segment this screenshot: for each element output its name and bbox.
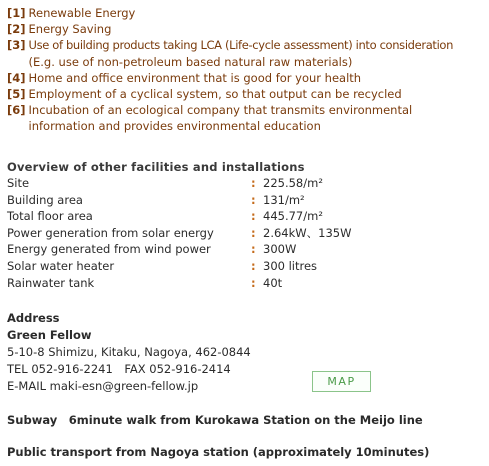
facilities-overview bbox=[7, 159, 487, 291]
principle-item bbox=[7, 102, 487, 134]
principle-item bbox=[7, 21, 487, 37]
principle-text: Energy Saving bbox=[28, 22, 112, 37]
facility-value: 445.77/m² bbox=[263, 209, 323, 224]
facility-value: 225.58/m² bbox=[263, 176, 323, 190]
facility-label: Building area bbox=[7, 192, 83, 207]
facility-label: Total floor area bbox=[7, 209, 93, 224]
principle-item bbox=[7, 5, 487, 21]
principle-item bbox=[7, 37, 487, 69]
colon-separator: : bbox=[251, 209, 256, 224]
address-title: Address bbox=[7, 311, 60, 325]
street-address: 5-10-8 Shimizu, Kitaku, Nagoya, 462-0844 bbox=[7, 345, 251, 359]
colon-separator: : bbox=[251, 192, 256, 207]
colon-separator: : bbox=[251, 275, 256, 290]
colon-separator: : bbox=[251, 225, 256, 240]
principle-number: [3] bbox=[7, 38, 26, 53]
principle-continuation: (E.g. use of non-petroleum based natural raw materials) bbox=[28, 54, 353, 69]
principle-text: Use of building products taking LCA (Life-cycle assessment) into consideration bbox=[28, 38, 454, 53]
facility-row-water-heater bbox=[7, 258, 487, 275]
facility-value: 131/m² bbox=[263, 192, 305, 207]
colon-separator: : bbox=[251, 242, 256, 257]
public-transport-info: Public transport from Nagoya station (approximately 10minutes) bbox=[7, 445, 430, 459]
principle-number: [1] bbox=[7, 6, 26, 20]
principle-number: [5] bbox=[7, 87, 26, 102]
facility-label: Site bbox=[7, 176, 30, 190]
phone-fax: TEL 052-916-2241 FAX 052-916-2414 bbox=[7, 362, 231, 376]
facilities-title: Overview of other facilities and installations bbox=[7, 160, 305, 174]
principle-text: Home and office environment that is good for your health bbox=[28, 70, 362, 85]
facility-value: 300 litres bbox=[263, 258, 318, 273]
facility-row-floor-area bbox=[7, 208, 487, 225]
facility-value: 300W bbox=[263, 242, 297, 257]
principle-number: [2] bbox=[7, 22, 26, 37]
principle-text-block bbox=[29, 37, 487, 69]
facility-label: Rainwater tank bbox=[7, 275, 95, 290]
map-button[interactable]: MAP bbox=[312, 371, 371, 392]
facility-label: Solar water heater bbox=[7, 258, 115, 273]
facility-label: Energy generated from wind power bbox=[7, 242, 211, 257]
principle-number: [4] bbox=[7, 70, 26, 85]
principle-item bbox=[7, 86, 487, 102]
principle-continuation: information and provides environmental education bbox=[28, 119, 321, 134]
principle-item bbox=[7, 70, 487, 86]
principle-text-block bbox=[29, 102, 487, 134]
facility-value: 40t bbox=[263, 275, 283, 290]
facility-value: 2.64kW、135W bbox=[263, 225, 352, 240]
principle-text: Incubation of an ecological company that transmits environmental bbox=[28, 103, 413, 118]
facility-row-solar bbox=[7, 225, 487, 242]
facility-row-site bbox=[7, 175, 487, 192]
principles-list bbox=[7, 5, 487, 135]
principle-text: Employment of a cyclical system, so that output can be recycled bbox=[28, 87, 402, 102]
facility-row-wind bbox=[7, 241, 487, 258]
facility-label: Power generation from solar energy bbox=[7, 225, 214, 240]
email-address: E-MAIL maki-esn@green-fellow.jp bbox=[7, 379, 199, 393]
address-section bbox=[7, 310, 487, 395]
subway-info: Subway 6minute walk from Kurokawa Station on the Meijo line bbox=[7, 413, 423, 427]
colon-separator: : bbox=[251, 258, 256, 273]
colon-separator: : bbox=[251, 176, 256, 190]
facility-row-rainwater bbox=[7, 275, 487, 292]
principle-number: [6] bbox=[7, 103, 26, 118]
facility-row-building-area bbox=[7, 192, 487, 209]
principle-text: Renewable Energy bbox=[28, 6, 136, 20]
company-name: Green Fellow bbox=[7, 328, 92, 342]
